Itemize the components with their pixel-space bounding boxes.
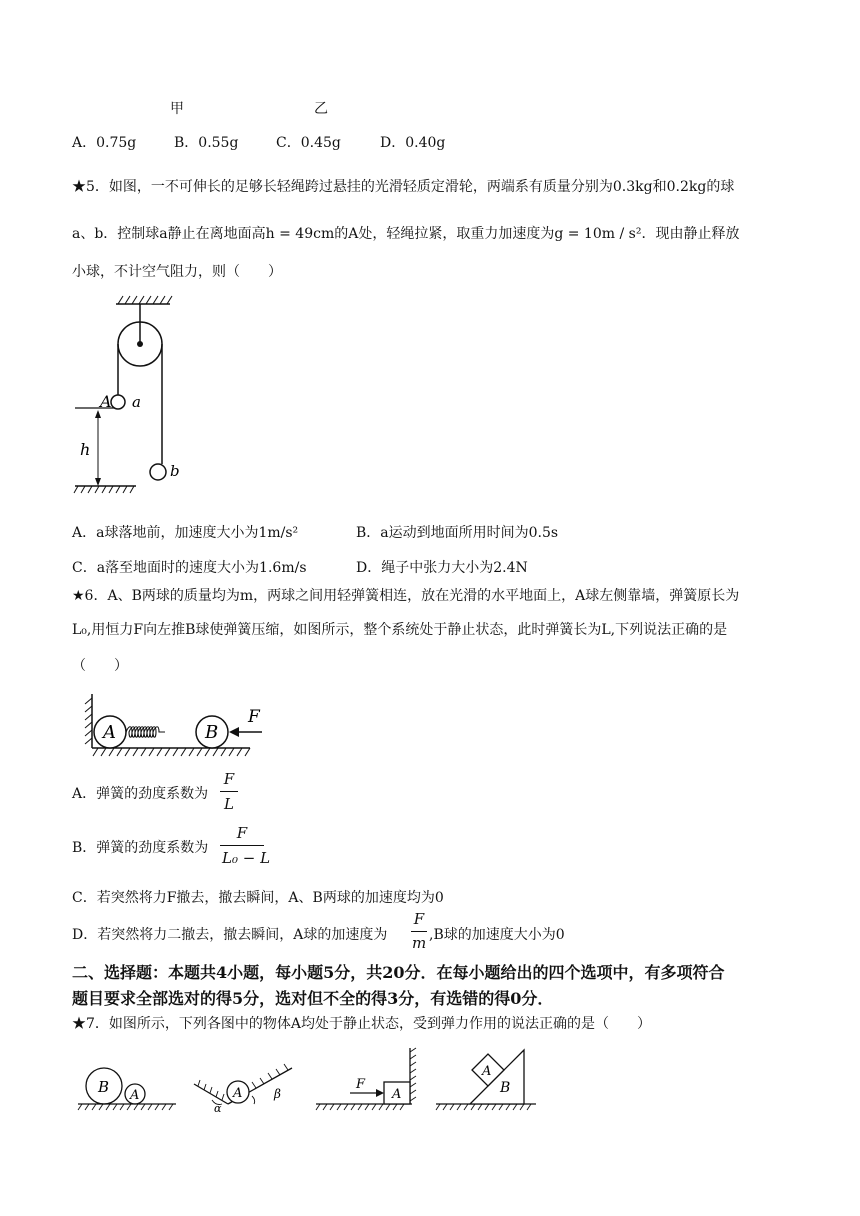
q6-fig-label-B: B — [205, 722, 219, 743]
q7-figure-3 — [312, 1046, 420, 1114]
q5-option-a: A．a球落地前，加速度大小为1m/s² — [72, 525, 299, 541]
q6-stem-line3: （ ） — [72, 658, 128, 674]
q7-fig4-label-B: B — [500, 1080, 511, 1096]
q6-option-a-fraction-bar — [220, 791, 238, 792]
q7-figure-1 — [74, 1066, 178, 1114]
q5-option-c: C．a落至地面时的速度大小为1.6m/s — [72, 560, 307, 576]
q4-option-d: D．0.40g — [380, 135, 446, 151]
q5-fig-label-b: b — [170, 462, 180, 480]
q5-option-b: B．a运动到地面所用时间为0.5s — [356, 525, 559, 541]
q6-option-b-text: B．弹簧的劲度系数为 — [72, 840, 209, 856]
q6-option-c: C．若突然将力F撤去，撤去瞬间，A、B两球的加速度均为0 — [72, 890, 444, 906]
section2-header-line2: 题目要求全部选对的得5分，选对但不全的得3分，有选错的得0分． — [72, 989, 554, 1008]
q4-option-a: A．0.75g — [72, 135, 137, 151]
q6-stem-line2: L₀,用恒力F向左推B球使弹簧压缩，如图所示，整个系统处于静止状态，此时弹簧长为L,下列说法正确的是 — [72, 622, 728, 638]
q7-stem-line1: ★7．如图所示，下列各图中的物体A均处于静止状态，受到弹力作用的说法正确的是（ ） — [72, 1016, 652, 1032]
q6-option-d-post: ,B球的加速度大小为0 — [429, 927, 565, 943]
q5-stem-line2: a、b．控制球a静止在离地面高h = 49cm的A处，轻绳拉紧，取重力加速度为g = 10m / s²．现由静止释放 — [72, 226, 740, 242]
q5-stem-line3: 小球，不计空气阻力，则（ ） — [72, 264, 282, 280]
q5-stem-line1: ★5．如图，一不可伸长的足够长轻绳跨过悬挂的光滑轻质定滑轮，两端系有质量分别为0.3kg和0.2kg的球 — [72, 179, 735, 195]
q5-fig-label-A: A — [100, 392, 112, 411]
q6-spring-figure — [82, 692, 272, 758]
q6-option-d-numerator: F — [413, 910, 425, 928]
q4-option-b: B．0.55g — [174, 135, 239, 151]
q6-option-a-text: A．弹簧的劲度系数为 — [72, 786, 209, 802]
q7-fig1-label-B: B — [98, 1078, 110, 1096]
q7-fig4-label-A: A — [482, 1064, 492, 1079]
q6-option-d-fraction-bar — [411, 931, 427, 932]
q7-figure-2 — [190, 1060, 296, 1114]
fig-label-yi: 乙 — [314, 101, 328, 117]
q6-option-b-numerator: F — [236, 824, 248, 842]
q6-option-a-denominator: L — [224, 795, 234, 813]
q7-fig3-label-F: F — [356, 1077, 366, 1092]
q6-fig-label-A: A — [103, 722, 116, 743]
q6-option-b-fraction-bar — [220, 845, 264, 846]
q5-pulley-figure — [70, 292, 210, 502]
q7-fig1-label-A: A — [130, 1088, 140, 1103]
q6-option-d-pre: D．若突然将力二撤去，撤去瞬间，A球的加速度为 — [72, 927, 388, 943]
q5-fig-label-h: h — [80, 440, 91, 459]
q6-fig-label-F: F — [248, 707, 260, 727]
q7-fig2-label-A: A — [233, 1086, 243, 1101]
q5-fig-label-a: a — [132, 393, 141, 411]
q5-option-d: D．绳子中张力大小为2.4N — [356, 560, 528, 576]
q6-option-a-numerator: F — [223, 770, 235, 788]
q6-option-d-denominator: m — [412, 934, 427, 952]
q6-option-b-denominator: L₀ − L — [222, 849, 271, 867]
q7-figure-4 — [432, 1046, 542, 1114]
q4-option-c: C．0.45g — [276, 135, 341, 151]
q7-fig2-label-beta: β — [274, 1087, 281, 1101]
section2-header-line1: 二、选择题：本题共4小题，每小题5分，共20分．在每小题给出的四个选项中，有多项符合 — [72, 963, 725, 982]
q7-fig3-label-A: A — [392, 1087, 402, 1102]
q6-stem-line1: ★6．A、B两球的质量均为m，两球之间用轻弹簧相连，放在光滑的水平地面上，A球左侧靠墙，弹簧原长为 — [72, 588, 740, 604]
fig-label-jia: 甲 — [170, 101, 184, 117]
q7-fig2-label-alpha: α — [214, 1102, 222, 1115]
